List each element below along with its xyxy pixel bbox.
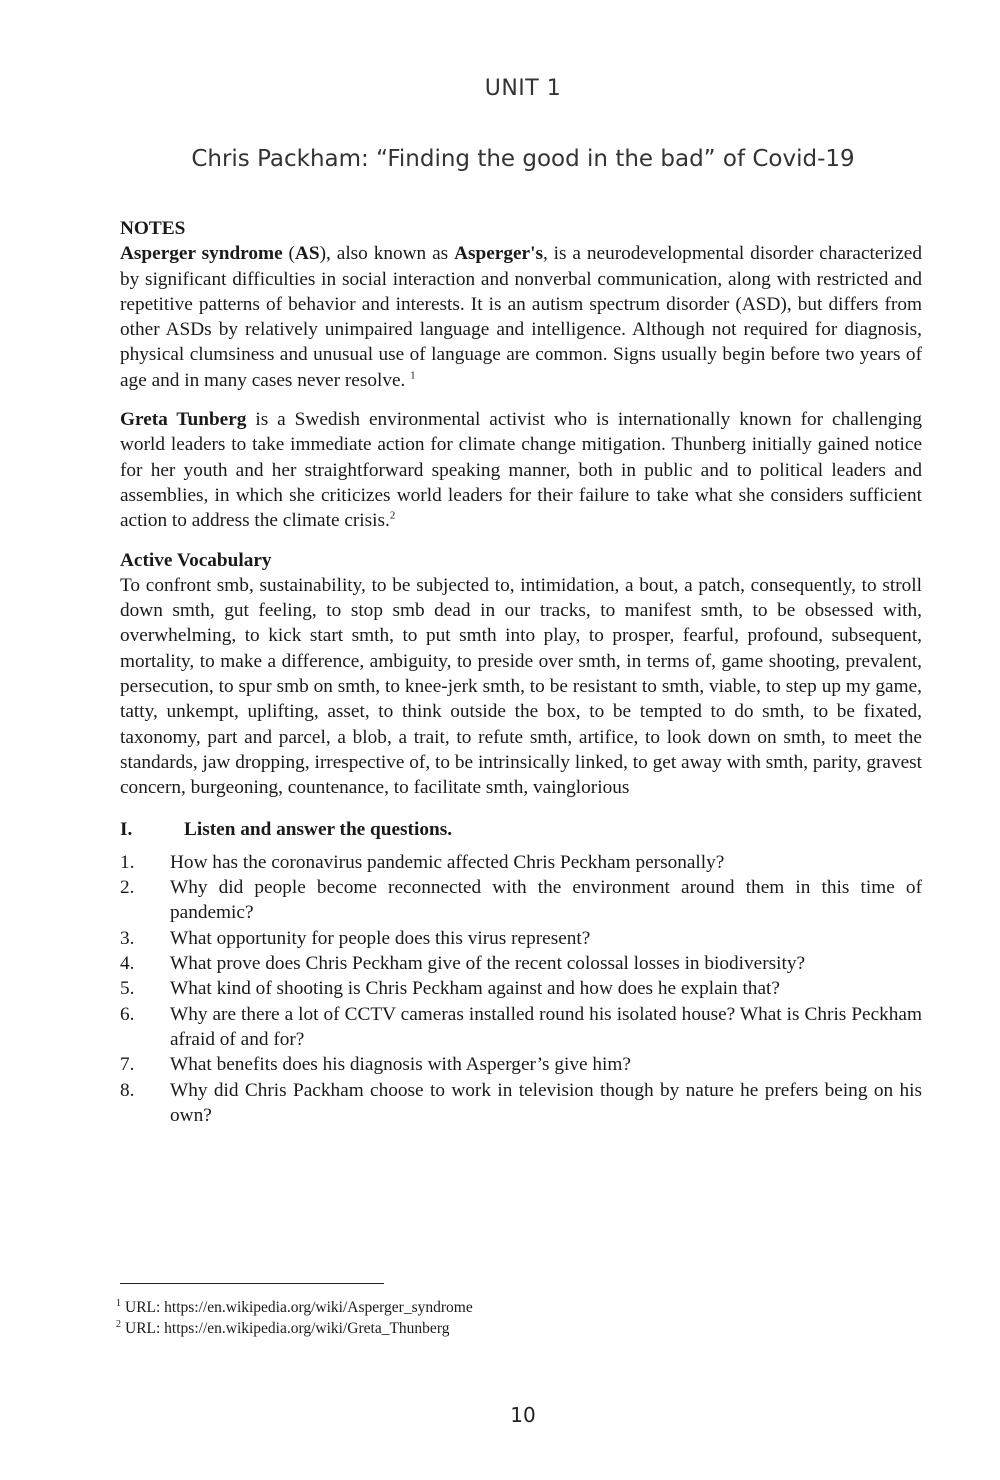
footnote-divider [120, 1283, 384, 1284]
asperger-term-2: Asperger's [454, 243, 543, 265]
exercise-instruction: Listen and answer the questions. [184, 818, 453, 840]
question-text: Why did people become reconnected with the environment around them in this time of pandemic? [170, 877, 922, 924]
question-item [120, 1052, 922, 1077]
main-content [120, 216, 922, 1128]
greta-text: is a Swedish environmental activist who is internationally known for challenging world leaders to take immediate action for climate change mitigation. Thunberg initially gained notice for her youth and her straightforward speaking manner, both in public and to political leaders and assemblies, in which she criticizes world leaders for their failure to take what she considers sufficient action to address the climate crisis. [120, 409, 922, 532]
notes-heading: NOTES [120, 218, 186, 239]
question-number: 7. [120, 1054, 135, 1076]
greta-note [120, 407, 922, 533]
footnote-ref-1: 1 [410, 369, 416, 382]
question-item [120, 951, 922, 976]
exercise-heading [120, 817, 922, 842]
chapter-title: Chris Packham: “Finding the good in the bad” of Covid-19 [191, 146, 855, 172]
question-item [120, 850, 922, 875]
question-number: 8. [120, 1079, 135, 1101]
question-item [120, 1002, 922, 1053]
footnote-link-1[interactable]: URL: https://en.wikipedia.org/wiki/Asperger_syndrome [125, 1299, 473, 1316]
greta-term: Greta Tunberg [120, 409, 247, 431]
asperger-abbr: AS [294, 243, 320, 265]
question-number: 4. [120, 953, 135, 975]
question-text: What opportunity for people does this virus represent? [170, 927, 591, 949]
footnote-2 [116, 1318, 816, 1339]
asperger-text: , is a neurodevelopmental disorder characterized by significant difficulties in social interaction and nonverbal communication, along with restricted and repetitive patterns of behavior and interests. It is an autism spectrum disorder (ASD), but differs from other ASDs by relatively unimpaired language and intelligence. Although not required for diagnosis, physical clumsiness and unusual use of language are common. Signs usually begin before two years of age and in many cases never resolve. [120, 243, 922, 391]
footnote-marker: 2 [116, 1318, 121, 1330]
question-text: What prove does Chris Peckham give of the recent colossal losses in biodiversity? [170, 953, 806, 975]
question-text: What benefits does his diagnosis with Asperger’s give him? [170, 1054, 631, 1076]
unit-heading: UNIT 1 [484, 76, 562, 101]
question-item [120, 926, 922, 951]
asperger-paren-open: ( [282, 243, 295, 265]
question-list [120, 850, 922, 1128]
question-number: 5. [120, 978, 135, 1000]
asperger-term: Asperger syndrome [120, 243, 283, 265]
question-item [120, 1078, 922, 1129]
exercise-number: I. [120, 818, 133, 840]
question-number: 3. [120, 927, 135, 949]
question-text: How has the coronavirus pandemic affected Chris Peckham personally? [170, 851, 725, 873]
footnote-marker: 1 [116, 1297, 121, 1309]
vocabulary-heading: Active Vocabulary [120, 549, 272, 571]
question-number: 2. [120, 877, 135, 899]
question-item [120, 875, 922, 926]
asperger-mid: ), also known as [319, 243, 455, 265]
question-text: Why did Chris Packham choose to work in television though by nature he prefers being on his own? [170, 1079, 922, 1126]
page-number: 10 [510, 1403, 536, 1427]
question-number: 6. [120, 1003, 135, 1025]
asperger-note [120, 241, 922, 393]
footnote-ref-2: 2 [389, 509, 396, 522]
question-number: 1. [120, 851, 135, 873]
question-item [120, 976, 922, 1001]
question-text: What kind of shooting is Chris Peckham against and how does he explain that? [170, 978, 780, 1000]
footnote-link-2[interactable]: URL: https://en.wikipedia.org/wiki/Greta_Thunberg [125, 1320, 450, 1337]
footnotes [116, 1297, 816, 1339]
vocabulary-list: To confront smb, sustainability, to be subjected to, intimidation, a bout, a patch, consequently, to stroll down smth, gut feeling, to stop smb dead in our tracks, to manifest smth, to be obsessed with, overwhelming, to kick start smth, to put smth into play, to prosper, fearful, profound, subsequent, mortality, to make a difference, ambiguity, to preside over smth, in terms of, game shooting, prevalent, persecution, to spur smb on smth, to knee-jerk smth, to be resistant to smth, viable, to step up my game, tatty, unkempt, uplifting, asset, to think outside the box, to be tempted to do smth, to be fixated, taxonomy, part and parcel, a blob, a trait, to refute smth, artifice, to look down on smth, to meet the standards, jaw dropping, irrespective of, to be intrinsically linked, to get away with smth, parity, gravest concern, burgeoning, countenance, to facilitate smth, vainglorious [120, 574, 922, 799]
question-text: Why are there a lot of CCTV cameras installed round his isolated house? What is Chris Peckham afraid of and for? [170, 1003, 922, 1050]
footnote-1 [116, 1297, 816, 1318]
